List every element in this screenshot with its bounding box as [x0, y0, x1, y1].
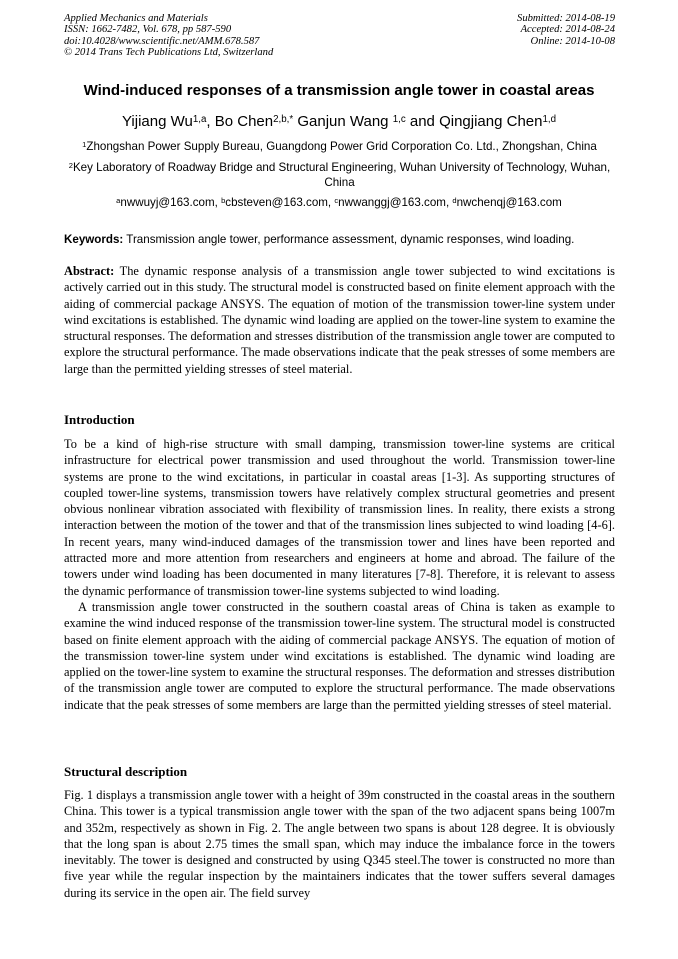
- structural-description-body: Fig. 1 displays a transmission angle tower with a height of 39m constructed in the coastal areas in the southern China. This tower is a typical transmission angle tower with the span of the two adjacent spans being 1007m and 352m, respectively as shown in Fig. 2. The angle between two spans is about 128 degree. It is obviously that the long span is about 2.75 times the small span, which may induce the imbalance force in the towers inevitably. The tower is designed and constructed by using Q345 steel.The tower is constructed no more than five year while the regular inspection by the maintainers indicates that the tower suffers several damages during its service in the open air. The field survey: [64, 788, 615, 900]
- author-sup: 1,c: [392, 113, 406, 125]
- keywords: [64, 233, 624, 246]
- journal-name: Applied Mechanics and Materials: [64, 13, 208, 24]
- author-sup: 2,b,*: [273, 113, 294, 125]
- email-sup: c: [334, 195, 339, 205]
- email-sup: d: [452, 195, 457, 205]
- email-list: [0, 196, 678, 209]
- author-name: Ganjun Wang: [297, 113, 393, 130]
- keywords-text: Transmission angle tower, performance assessment, dynamic responses, wind loading.: [123, 233, 575, 246]
- author-name: Yijiang Wu: [121, 113, 193, 130]
- author-sup: 1,a: [192, 113, 207, 125]
- accepted-date: Accepted: 2014-08-24: [520, 24, 615, 36]
- introduction-paragraph: To be a kind of high-rise structure with small damping, transmission tower-line systems are critical infrastructure for electrical power transmission and used throughout the world. Transmission tower-line systems are prone to the wind excitations, in particular in coastal areas [1-3]. As supporting structures of coupled tower-line systems, transmission towers have relatively complex structural geometries and present obvious nonlinear vibration associated with flexibility of transmission lines. In reality, there exists a strong interaction between the motion of the tower and that of the transmission lines subjected to wind loading [4-6]. In recent years, many wind-induced damages of the transmission tower and lines have been reported and attracted more and more attention from researchers and engineers at home and abroad. The failure of the towers under wind loading has been documented in many literatures [7-8]. Therefore, it is relevant to assess the dynamic performance of transmission tower-line systems subjected to wind loading.: [64, 437, 615, 598]
- dates-header: [517, 13, 615, 47]
- email-link[interactable]: nwwanggj@163.com,: [338, 196, 453, 209]
- journal-header: [64, 13, 273, 59]
- issn-line: ISSN: 1662-7482, Vol. 678, pp 587-590: [64, 24, 232, 36]
- introduction-paragraph: A transmission angle tower constructed in the southern coastal areas of China is taken as example to examine the wind induced response of the transmission tower-line system. The structural model is constructed based on finite element approach with the aiding of commercial package ANSYS. The equation of motion of the transmission tower-line system under wind excitations is established. The dynamic wind loading are applied on the tower-line system to examine the structural responses. The deformation and stresses distribution of the transmission angle tower are computed to explore the structural performance. The made observations indicate that the peak stresses of some members are large than the permitted yielding stresses of steel material.: [64, 599, 615, 712]
- email-link[interactable]: cbsteven@163.com,: [225, 196, 335, 209]
- author-sep: ,: [206, 113, 215, 130]
- affiliation-sup: 1: [82, 139, 87, 149]
- online-date: Online: 2014-10-08: [530, 35, 615, 47]
- affiliation-2: [64, 160, 615, 190]
- submitted-date: Submitted: 2014-08-19: [517, 13, 615, 24]
- author-name: Qingjiang Chen: [439, 113, 543, 130]
- email-link[interactable]: nwwuyj@163.com,: [120, 196, 222, 209]
- affiliation-text: Key Laboratory of Roadway Bridge and Structural Engineering, Wuhan University of Technology, Wuhan, China: [72, 161, 611, 189]
- abstract-label: Abstract:: [64, 264, 115, 278]
- email-sup: a: [116, 195, 121, 205]
- abstract-text: The dynamic response analysis of a transmission angle tower subjected to wind excitations is actively carried out in this study. The structural model is constructed based on finite element approach with the aiding of commercial package ANSYS. The equation of motion of the transmission tower-line system under wind excitations is established. The dynamic wind loading are applied on the tower-line system to examine the structural responses. The deformation and stresses distribution of the transmission angle tower are computed to explore the structural performance. The made observations indicate that the peak stresses of some members are large than the permitted yielding stresses of steel material.: [64, 264, 615, 376]
- paper-title: Wind-induced responses of a transmission angle tower in coastal areas: [83, 82, 595, 99]
- author-name: Bo Chen: [214, 113, 274, 130]
- author-list: [0, 113, 678, 130]
- copyright-line: © 2014 Trans Tech Publications Ltd, Switzerland: [64, 47, 274, 59]
- affiliation-1: [64, 139, 615, 154]
- keywords-label: Keywords:: [64, 233, 124, 246]
- author-sep: and: [405, 113, 440, 130]
- introduction-body: [64, 436, 615, 713]
- email-sup: b: [221, 195, 226, 205]
- structural-description-heading: Structural description: [64, 764, 188, 779]
- affiliation-text: Zhongshan Power Supply Bureau, Guangdong Power Grid Corporation Co. Ltd., Zhongshan, China: [86, 140, 597, 153]
- doi-line: doi:10.4028/www.scientific.net/AMM.678.587: [64, 35, 260, 47]
- introduction-heading: Introduction: [64, 412, 135, 427]
- email-link[interactable]: nwchenqj@163.com: [456, 196, 562, 209]
- affiliation-sup: 2: [68, 160, 73, 170]
- abstract: [64, 263, 615, 377]
- author-sup: 1,d: [542, 113, 557, 125]
